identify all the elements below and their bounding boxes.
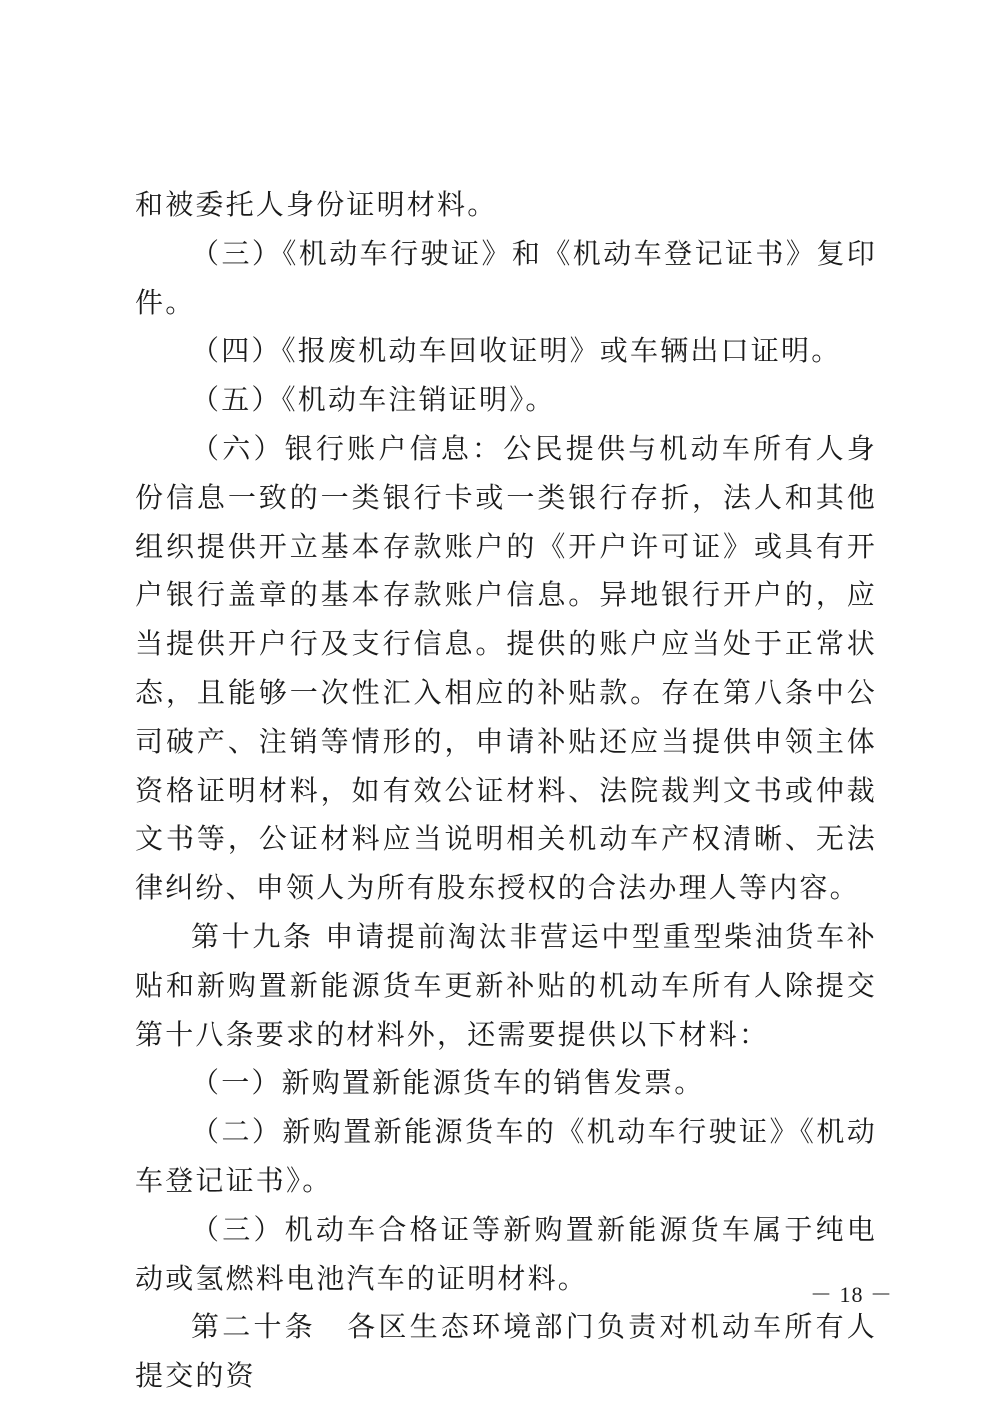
- article-19-item-3: （三）机动车合格证等新购置新能源货车属于纯电动或氢燃料电池汽车的证明材料。: [135, 1212, 877, 1295]
- paragraph-item-6: （六）银行账户信息：公民提供与机动车所有人身份信息一致的一类银行卡或一类银行存折，法人和其他组织提供开立基本存款账户的《开户许可证》或具有开户银行盖章的基本存款账户信息。异地银行开户的，应当提供开户行及支行信息。提供的账户应当处于正常状态，且能够一次性汇入相应的补贴款。存在第八条中公司破产、注销等情形的，申请补贴还应当提供申领主体资格证明材料，如有效公证材料、法院裁判文书或仲裁文书等，公证材料应当说明相关机动车产权清晰、无法律纠纷、申领人为所有股东授权的合法办理人等内容。: [135, 431, 877, 905]
- article-19-item-1: （一）新购置新能源货车的销售发票。: [191, 1066, 705, 1100]
- paragraph-continuation: 和被委托人身份证明材料。: [135, 188, 498, 221]
- paragraph-item-5: （五）《机动车注销证明》。: [191, 383, 556, 417]
- article-20: 第二十条 各区生态环境部门负责对机动车所有人提交的资: [135, 1310, 877, 1393]
- page-number: － 18 －: [810, 1282, 894, 1307]
- article-19-item-2: （二）新购置新能源货车的《机动车行驶证》《机动车登记证书》。: [135, 1115, 877, 1197]
- article-19: 第十九条 申请提前淘汰非营运中型重型柴油货车补贴和新购置新能源货车更新补贴的机动车所有人除提交第十八条要求的材料外，还需要提供以下材料：: [135, 919, 877, 1051]
- paragraph-item-4: （四）《报废机动车回收证明》或车辆出口证明。: [191, 334, 842, 368]
- paragraph-item-3: （三）《机动车行驶证》和《机动车登记证书》复印件。: [135, 236, 877, 319]
- document-body: [135, 181, 877, 1401]
